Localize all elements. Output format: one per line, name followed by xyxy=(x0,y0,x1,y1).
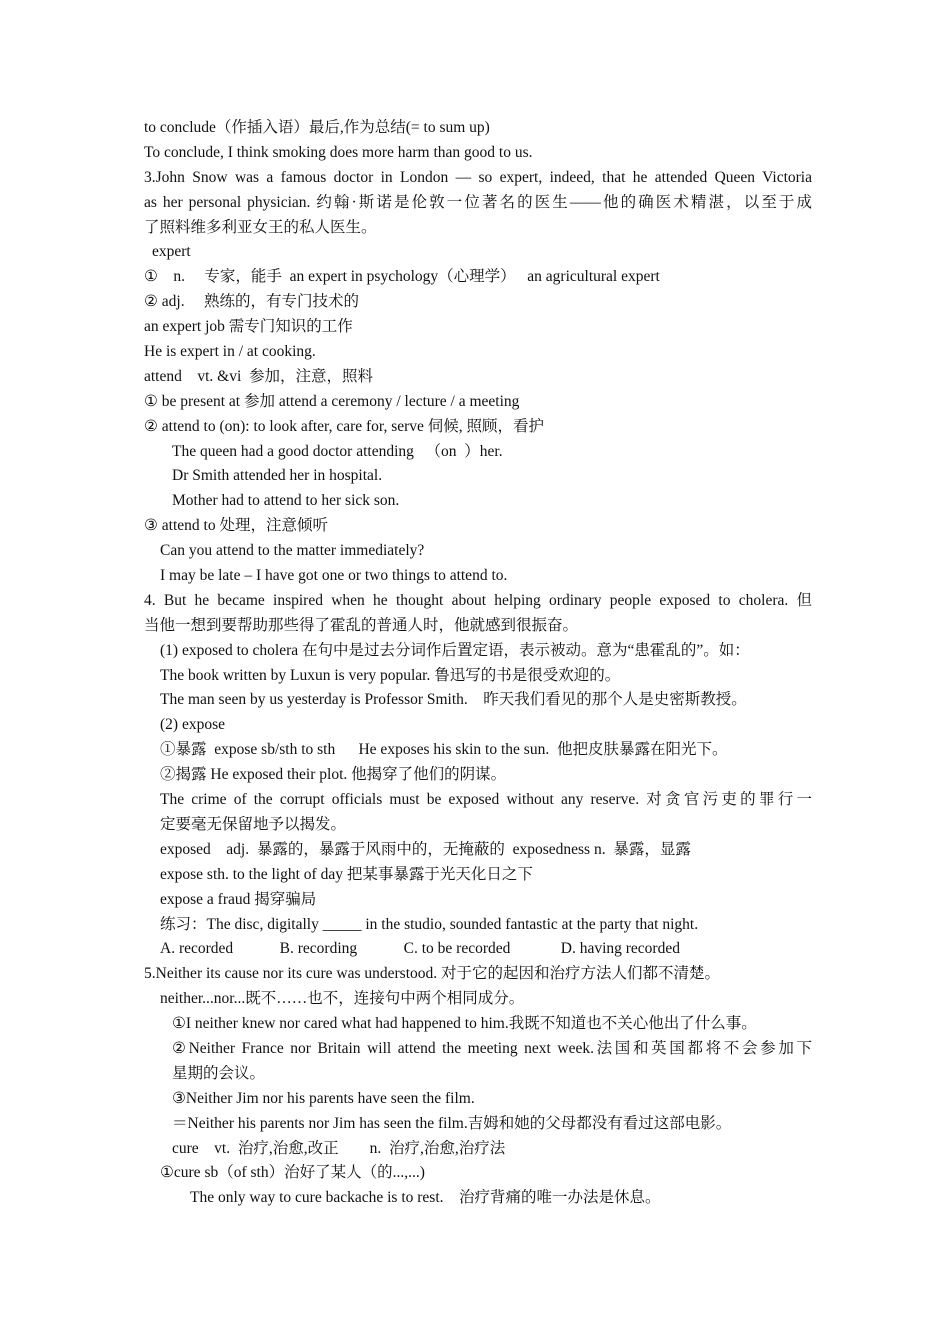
text-line: 5.Neither its cause nor its cure was understood. 对于它的起因和治疗方法人们都不清楚。 xyxy=(144,965,721,983)
text-line: ① be present at 参加 attend a ceremony / lecture / a meeting xyxy=(144,392,520,410)
text-line: The only way to cure backache is to rest. 治疗背痛的唯一办法是休息。 xyxy=(190,1189,661,1207)
text-line: Can you attend to the matter immediately? xyxy=(160,542,425,560)
text-line: Mother had to attend to her sick son. xyxy=(172,492,400,510)
text-line: I may be late – I have got one or two things to attend to. xyxy=(160,567,508,585)
text-line: ①cure sb（of sth）治好了某人（的...,...) xyxy=(160,1164,425,1182)
text-line: The queen had a good doctor attending （on ）her. xyxy=(172,442,503,460)
text-line: 4. But he became inspired when he thought about helping ordinary people exposed to cholera. 但 xyxy=(144,591,812,609)
text-line: cure vt. 治疗,治愈,改正 n. 治疗,治愈,治疗法 xyxy=(172,1139,506,1157)
text-line: 定要毫无保留地予以揭发。 xyxy=(160,815,347,833)
text-line: ②Neither France nor Britain will attend the meeting next week.法国和英国都将不会参加下 xyxy=(172,1039,812,1057)
text-line: Dr Smith attended her in hospital. xyxy=(172,467,383,485)
text-line: ①暴露 expose sb/sth to sth He exposes his skin to the sun. 他把皮肤暴露在阳光下。 xyxy=(160,741,728,759)
text-line: ①I neither knew nor cared what had happened to him.我既不知道也不关心他出了什么事。 xyxy=(172,1015,757,1033)
text-line: an expert job 需专门知识的工作 xyxy=(144,318,353,336)
text-line: expose sth. to the light of day 把某事暴露于光天化日之下 xyxy=(160,865,533,883)
text-line: He is expert in / at cooking. xyxy=(144,343,316,361)
text-line: 练习：The disc, digitally _____ in the studio, sounded fantastic at the party that night. xyxy=(160,915,699,933)
text-line: ② attend to (on): to look after, care for, serve 伺候, 照顾，看护 xyxy=(144,417,545,435)
text-line: to conclude（作插入语）最后,作为总结(= to sum up) xyxy=(144,119,490,136)
text-line: ② adj. 熟练的，有专门技术的 xyxy=(144,293,359,311)
text-line: ① n. 专家，能手 an expert in psychology（心理学） an agricultural expert xyxy=(144,268,660,286)
text-line: attend vt. &vi 参加，注意，照料 xyxy=(144,367,374,385)
text-line: expose a fraud 揭穿骗局 xyxy=(160,890,317,908)
text-line: (1) exposed to cholera 在句中是过去分词作后置定语，表示被动。意为“患霍乱的”。如： xyxy=(160,641,750,659)
text-line: 3.John Snow was a famous doctor in London — so expert, indeed, that he attended Queen Victoria xyxy=(144,168,812,186)
text-line: 了照料维多利亚女王的私人医生。 xyxy=(144,218,377,236)
text-line: ②揭露 He exposed their plot. 他揭穿了他们的阴谋。 xyxy=(160,766,507,784)
text-line: ③Neither Jim nor his parents have seen the film. xyxy=(172,1089,475,1107)
text-line: ＝Neither his parents nor Jim has seen the film.吉姆和她的父母都没有看过这部电影。 xyxy=(172,1114,732,1132)
text-line: ③ attend to 处理，注意倾听 xyxy=(144,517,328,535)
text-line: The book written by Luxun is very popular. 鲁迅写的书是很受欢迎的。 xyxy=(160,666,621,684)
text-line: exposed adj. 暴露的，暴露于风雨中的，无掩蔽的 exposedness n. 暴露，显露 xyxy=(160,840,691,858)
text-line: neither...nor...既不……也不，连接句中两个相同成分。 xyxy=(160,990,525,1008)
text-line: The man seen by us yesterday is Professor Smith. 昨天我们看见的那个人是史密斯教授。 xyxy=(160,691,747,709)
text-line: as her personal physician. 约翰·斯诺是伦敦一位著名的医生——他的确医术精湛，以至于成 xyxy=(144,193,812,211)
text-line: The crime of the corrupt officials must be exposed without any reserve. 对贪官污吏的罪行一 xyxy=(160,791,812,809)
text-line: 当他一想到要帮助那些得了霍乱的普通人时，他就感到很振奋。 xyxy=(144,616,579,634)
text-line: 星期的会议。 xyxy=(172,1064,266,1082)
text-line: To conclude, I think smoking does more harm than good to us. xyxy=(144,143,533,161)
text-line: A. recorded B. recording C. to be recorded D. having recorded xyxy=(160,940,680,958)
text-line: expert xyxy=(152,243,191,261)
document-body xyxy=(144,116,812,1211)
text-line: (2) expose xyxy=(160,716,225,734)
